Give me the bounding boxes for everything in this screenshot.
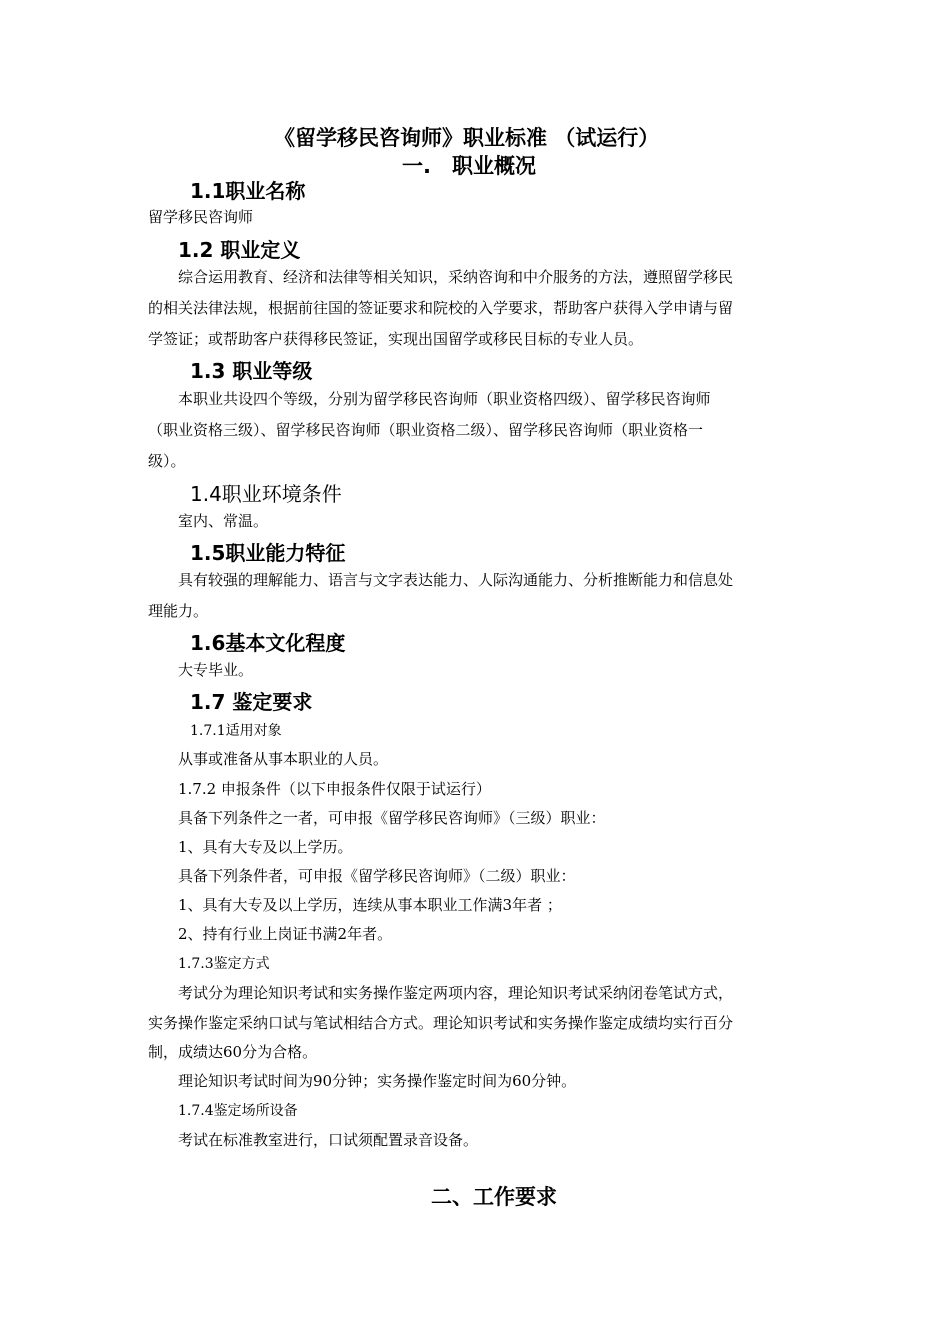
text-1-7-2-line1: 具备下列条件之一者，可申报《留学移民咨询师》（三级）职业： — [178, 809, 606, 827]
text-1-3-line2: （职业资格三级）、留学移民咨询师（职业资格二级）、留学移民咨询师（职业资格一 — [148, 421, 704, 439]
document-title: 《留学移民咨询师》职业标准 （试运行） — [274, 126, 660, 150]
text-1-7-3-line3: 制，成绩达60分为合格。 — [148, 1043, 318, 1061]
text-1-7-1: 从事或准备从事本职业的人员。 — [178, 750, 389, 768]
section2-heading: 二、工作要求 — [431, 1185, 557, 1209]
text-1-2-line2: 的相关法律法规，根据前往国的签证要求和院校的入学要求，帮助客户获得入学申请与留 — [148, 299, 734, 317]
text-1-1: 留学移民咨询师 — [148, 208, 254, 226]
heading-1-1: 1.1职业名称 — [190, 179, 306, 203]
heading-1-7-3: 1.7.3鉴定方式 — [178, 956, 270, 972]
heading-1-3: 1.3 职业等级 — [190, 359, 313, 383]
text-1-5-line1: 具有较强的理解能力、语言与文字表达能力、人际沟通能力、分析推断能力和信息处 — [178, 571, 734, 589]
text-1-7-2-line2: 1、具有大专及以上学历。 — [178, 838, 353, 856]
heading-1-7-2: 1.7.2 申报条件（以下申报条件仅限于试运行） — [178, 780, 491, 798]
text-1-7-2-line3: 具备下列条件者，可申报《留学移民咨询师》（二级）职业： — [178, 867, 576, 885]
heading-1-2: 1.2 职业定义 — [178, 238, 301, 262]
text-1-7-2-line5: 2、持有行业上岗证书满2年者。 — [178, 925, 393, 943]
text-1-7-3-line2: 实务操作鉴定采纳口试与笔试相结合方式。理论知识考试和实务操作鉴定成绩均实行百分 — [148, 1014, 734, 1032]
heading-1-5: 1.5职业能力特征 — [190, 541, 346, 565]
heading-1-6: 1.6基本文化程度 — [190, 631, 346, 655]
section1-heading: 一. 职业概况 — [402, 154, 536, 178]
text-1-7-3-line4: 理论知识考试时间为90分钟；实务操作鉴定时间为60分钟。 — [178, 1072, 577, 1090]
heading-1-7-4: 1.7.4鉴定场所设备 — [178, 1103, 298, 1119]
text-1-2-line3: 学签证；或帮助客户获得移民签证，实现出国留学或移民目标的专业人员。 — [148, 330, 644, 348]
text-1-7-2-line4: 1、具有大专及以上学历，连续从事本职业工作满3年者 ； — [178, 896, 562, 914]
heading-1-7-1: 1.7.1适用对象 — [190, 723, 282, 739]
text-1-3-line3: 级）。 — [148, 452, 186, 470]
text-1-3-line1: 本职业共设四个等级，分别为留学移民咨询师（职业资格四级）、留学移民咨询师 — [178, 390, 711, 408]
text-1-6: 大专毕业。 — [178, 661, 254, 679]
heading-1-7: 1.7 鉴定要求 — [190, 690, 313, 714]
text-1-2-line1: 综合运用教育、经济和法律等相关知识，采纳咨询和中介服务的方法，遵照留学移民 — [178, 268, 734, 286]
text-1-7-4: 考试在标准教室进行，口试须配置录音设备。 — [178, 1131, 479, 1149]
heading-1-4: 1.4职业环境条件 — [190, 482, 342, 506]
text-1-5-line2: 理能力。 — [148, 602, 209, 620]
text-1-7-3-line1: 考试分为理论知识考试和实务操作鉴定两项内容，理论知识考试采纳闭卷笔试方式， — [178, 984, 734, 1002]
text-1-4: 室内、常温。 — [178, 512, 269, 530]
